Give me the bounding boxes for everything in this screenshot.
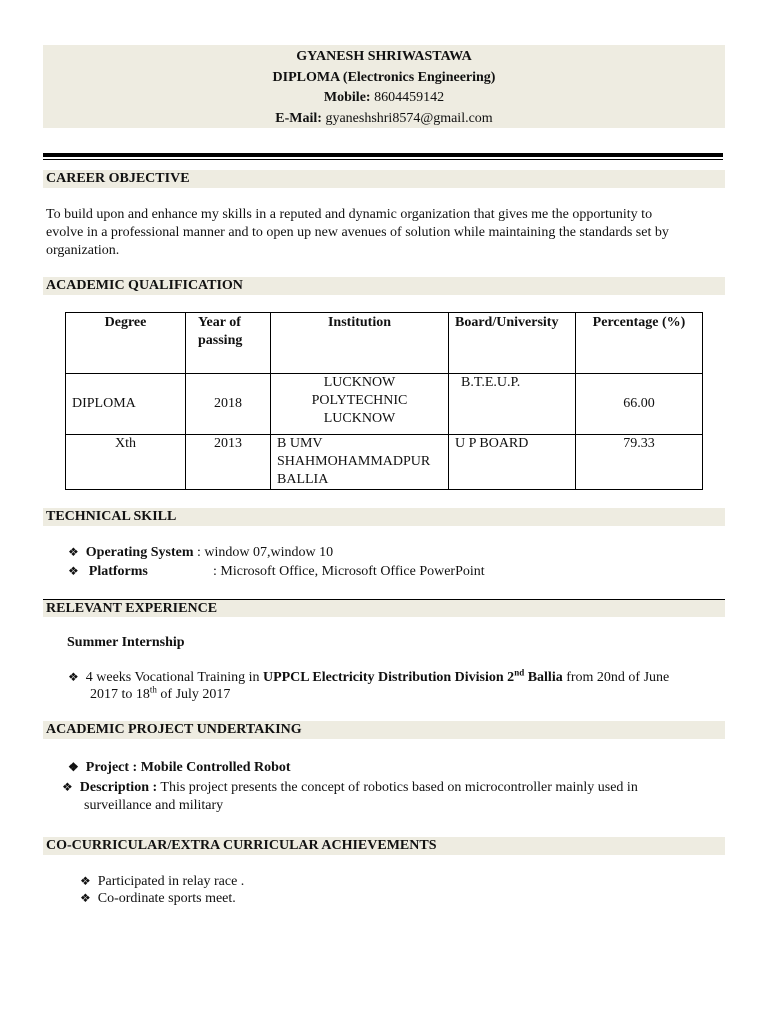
col-header-year	[186, 313, 271, 374]
mobile-label: Mobile:	[323, 90, 371, 105]
experience-sup: nd	[514, 667, 525, 678]
col-header-board: Board/University	[449, 313, 576, 374]
header-divider-thick	[43, 153, 723, 157]
cell-board: U P BOARD	[449, 435, 576, 490]
academic-table	[65, 312, 703, 490]
skill-value: : Microsoft Office, Microsoft Office PowerPoint	[213, 564, 485, 579]
project-description	[62, 778, 723, 815]
experience-text: from 20nd of June	[562, 670, 670, 685]
table-row	[66, 374, 703, 435]
mobile-value: 8604459142	[374, 90, 445, 105]
experience-dates	[90, 686, 230, 704]
cocurricular-text: Co-ordinate sports meet.	[97, 891, 236, 906]
col-header-percentage: Percentage (%)	[576, 313, 703, 374]
experience-text: of July 2017	[156, 687, 231, 702]
header-divider-thin	[43, 159, 723, 160]
project-desc-text: This project presents the concept of robotics based on microcontroller mainly used in	[157, 780, 638, 795]
header-contact-box	[43, 45, 725, 128]
cell-percentage: 79.33	[576, 435, 703, 490]
bullet-icon: ❖	[68, 545, 79, 559]
career-line: To build upon and enhance my skills in a reputed and dynamic organization that gives me the opportunity to	[46, 207, 653, 222]
career-line: evolve in a professional manner and to open up new avenues of solution while maintaining the standards set by	[46, 225, 669, 240]
cell-degree: Xth	[66, 435, 186, 490]
col-header-institution: Institution	[271, 313, 449, 374]
bullet-icon: ❖	[68, 760, 79, 774]
technical-skill-item	[68, 562, 148, 581]
experience-subheading: Summer Internship	[67, 635, 185, 650]
career-objective-text	[46, 206, 726, 260]
skill-label: Operating System	[85, 545, 194, 560]
project-desc-text: surveillance and military	[84, 798, 224, 813]
experience-text: 2017 to 18	[90, 687, 150, 702]
email-value: gyaneshshri8574@gmail.com	[325, 110, 493, 126]
institution-line: BALLIA	[277, 472, 329, 487]
bullet-icon: ❖	[68, 670, 79, 684]
cocurricular-item	[80, 890, 236, 907]
institution-line: B UMV	[277, 436, 323, 451]
institution-line: SHAHMOHAMMADPUR	[277, 454, 431, 469]
email-line	[43, 109, 725, 130]
institution-line: LUCKNOW	[323, 411, 396, 426]
cocurricular-text: Participated in relay race .	[97, 874, 245, 889]
institution-line: POLYTECHNIC	[311, 393, 408, 408]
applicant-qualification: DIPLOMA (Electronics Engineering)	[272, 69, 496, 85]
section-cocurricular: CO-CURRICULAR/EXTRA CURRICULAR ACHIEVEMENTS	[43, 837, 725, 855]
skill-value: : window 07,window 10	[196, 545, 334, 560]
section-career-objective: CAREER OBJECTIVE	[43, 170, 725, 188]
experience-company: UPPCL Electricity Distribution Division 2	[262, 670, 515, 685]
applicant-name: GYANESH SHRIWASTAWA	[296, 49, 472, 64]
project-desc-label: Description :	[79, 780, 158, 795]
col-header-year-line: Year of	[198, 315, 241, 330]
cell-year: 2018	[186, 374, 271, 435]
project-title	[68, 758, 291, 777]
col-header-degree: Degree	[66, 313, 186, 374]
table-header-row	[66, 313, 703, 374]
email-label: E-Mail:	[275, 110, 322, 126]
bullet-icon: ❖	[80, 891, 91, 905]
mobile-line	[43, 88, 725, 109]
cell-institution	[271, 374, 449, 435]
section-academic-qualification: ACADEMIC QUALIFICATION	[43, 277, 725, 295]
section-academic-project: ACADEMIC PROJECT UNDERTAKING	[43, 721, 725, 739]
skill-label: Platforms	[88, 564, 148, 579]
bullet-icon: ❖	[62, 780, 73, 794]
cell-board: B.T.E.U.P.	[449, 374, 576, 435]
col-header-year-line: passing	[198, 333, 243, 348]
cell-degree: DIPLOMA	[66, 374, 186, 435]
experience-text: 4 weeks Vocational Training in	[85, 670, 263, 685]
technical-skill-item	[68, 543, 333, 562]
section-relevant-experience: RELEVANT EXPERIENCE	[43, 599, 725, 617]
cell-year: 2013	[186, 435, 271, 490]
table-row	[66, 435, 703, 490]
section-technical-skill: TECHNICAL SKILL	[43, 508, 725, 526]
experience-item	[68, 668, 728, 687]
experience-sup: th	[149, 684, 157, 695]
bullet-icon: ❖	[80, 874, 91, 888]
cell-percentage: 66.00	[576, 374, 703, 435]
cocurricular-item	[80, 873, 244, 890]
project-title-text: Project : Mobile Controlled Robot	[85, 760, 291, 775]
career-line: organization.	[46, 243, 120, 258]
institution-line: LUCKNOW	[323, 375, 396, 390]
experience-location: Ballia	[524, 670, 563, 685]
cell-institution	[271, 435, 449, 490]
bullet-icon: ❖	[68, 564, 79, 578]
